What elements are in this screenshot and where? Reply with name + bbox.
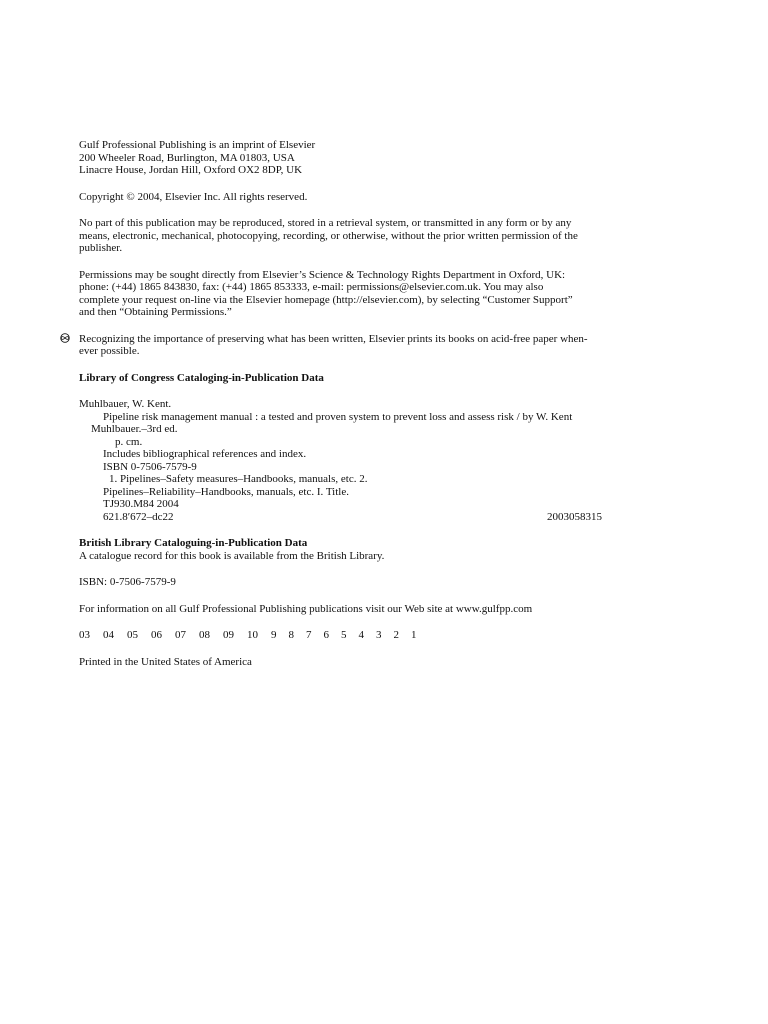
printer-key-number: 08 <box>199 629 210 641</box>
web-info-line: For information on all Gulf Professional Publishing publications visit our Web site at www.gulfpp.com <box>79 602 533 615</box>
printer-key-number: 9 <box>271 629 277 641</box>
printer-key-number: 4 <box>358 629 364 641</box>
printer-key-number: 07 <box>175 629 186 641</box>
printed-in-line: Printed in the United States of America <box>79 655 252 668</box>
loc-isbn: ISBN 0-7506-7579-9 <box>103 460 197 473</box>
printer-key-number: 09 <box>223 629 234 641</box>
printer-key-number: 6 <box>323 629 329 641</box>
no-part-line: publisher. <box>79 242 123 254</box>
printer-key-number: 04 <box>103 629 114 641</box>
copyright-notice: Copyright © 2004, Elsevier Inc. All rights reserved. <box>79 190 308 203</box>
printer-key-number: 06 <box>151 629 162 641</box>
imprint-block <box>79 139 639 177</box>
printer-key-number: 03 <box>79 629 90 641</box>
imprint-line: Gulf Professional Publishing is an imprint of Elsevier <box>79 139 316 151</box>
loc-dewey: 621.8′672–dc22 <box>103 510 174 523</box>
copyright-page <box>79 139 639 668</box>
acid-free-line: ever possible. <box>79 345 140 357</box>
imprint-address-uk: Linacre House, Jordan Hill, Oxford OX2 8DP, UK <box>79 164 303 176</box>
printer-key-line <box>79 629 639 642</box>
loc-subjects-continued: Pipelines–Reliability–Handbooks, manuals, etc. I. Title. <box>103 485 349 498</box>
permissions-line: Permissions may be sought directly from Elsevier’s Science & Technology Rights Department in Oxford, UK: <box>79 268 566 281</box>
british-library-heading: British Library Cataloguing-in-Publication Data <box>79 537 308 549</box>
loc-pages: p. cm. <box>115 435 143 448</box>
permissions-notice <box>79 269 639 319</box>
printer-key-number: 3 <box>376 629 382 641</box>
acid-free-line: Recognizing the importance of preserving what has been written, Elsevier prints its books on acid-free paper when- <box>79 332 588 345</box>
loc-title: Pipeline risk management manual : a tested and proven system to prevent loss and assess risk / by W. Kent <box>103 410 573 423</box>
no-part-line: means, electronic, mechanical, photocopying, recording, or otherwise, without the prior written permission of the <box>79 229 578 242</box>
isbn-line: ISBN: 0-7506-7579-9 <box>79 576 176 588</box>
printer-key-number: 05 <box>127 629 138 641</box>
british-library-block <box>79 537 639 562</box>
printer-key-number: 2 <box>393 629 399 641</box>
printer-key-number: 7 <box>306 629 312 641</box>
imprint-address-us: 200 Wheeler Road, Burlington, MA 01803, USA <box>79 151 295 164</box>
no-part-line: No part of this publication may be reproduced, stored in a retrieval system, or transmitted in any form or by any <box>79 217 572 229</box>
permissions-line: and then “Obtaining Permissions.” <box>79 306 232 318</box>
loc-heading: Library of Congress Cataloging-in-Publication Data <box>79 371 324 384</box>
loc-subjects: 1. Pipelines–Safety measures–Handbooks, manuals, etc. 2. <box>109 473 368 485</box>
loc-title-continued: Muhlbauer.–3rd ed. <box>91 423 178 435</box>
loc-call-number: TJ930.M84 2004 <box>103 498 179 510</box>
loc-author: Muhlbauer, W. Kent. <box>79 398 172 410</box>
printer-key-number: 8 <box>288 629 294 641</box>
infinity-paper-icon <box>58 333 72 343</box>
printer-key-number: 5 <box>341 629 347 641</box>
permissions-line: complete your request on-line via the Elsevier homepage (http://elsevier.com), by selecting “Customer Support” <box>79 293 573 306</box>
printer-key-number: 1 <box>411 629 417 641</box>
loc-classification-row <box>79 511 602 524</box>
loc-cataloging-record <box>79 398 639 523</box>
british-library-text: A catalogue record for this book is available from the British Library. <box>79 549 385 562</box>
permissions-line: phone: (+44) 1865 843830, fax: (+44) 1865 853333, e-mail: permissions@elsevier.com.uk. You may also <box>79 281 544 293</box>
acid-free-notice <box>79 333 639 358</box>
loc-lccn: 2003058315 <box>547 510 602 523</box>
no-part-notice <box>79 217 639 255</box>
loc-bibliography: Includes bibliographical references and index. <box>103 448 307 460</box>
printer-key-number: 10 <box>247 629 258 641</box>
